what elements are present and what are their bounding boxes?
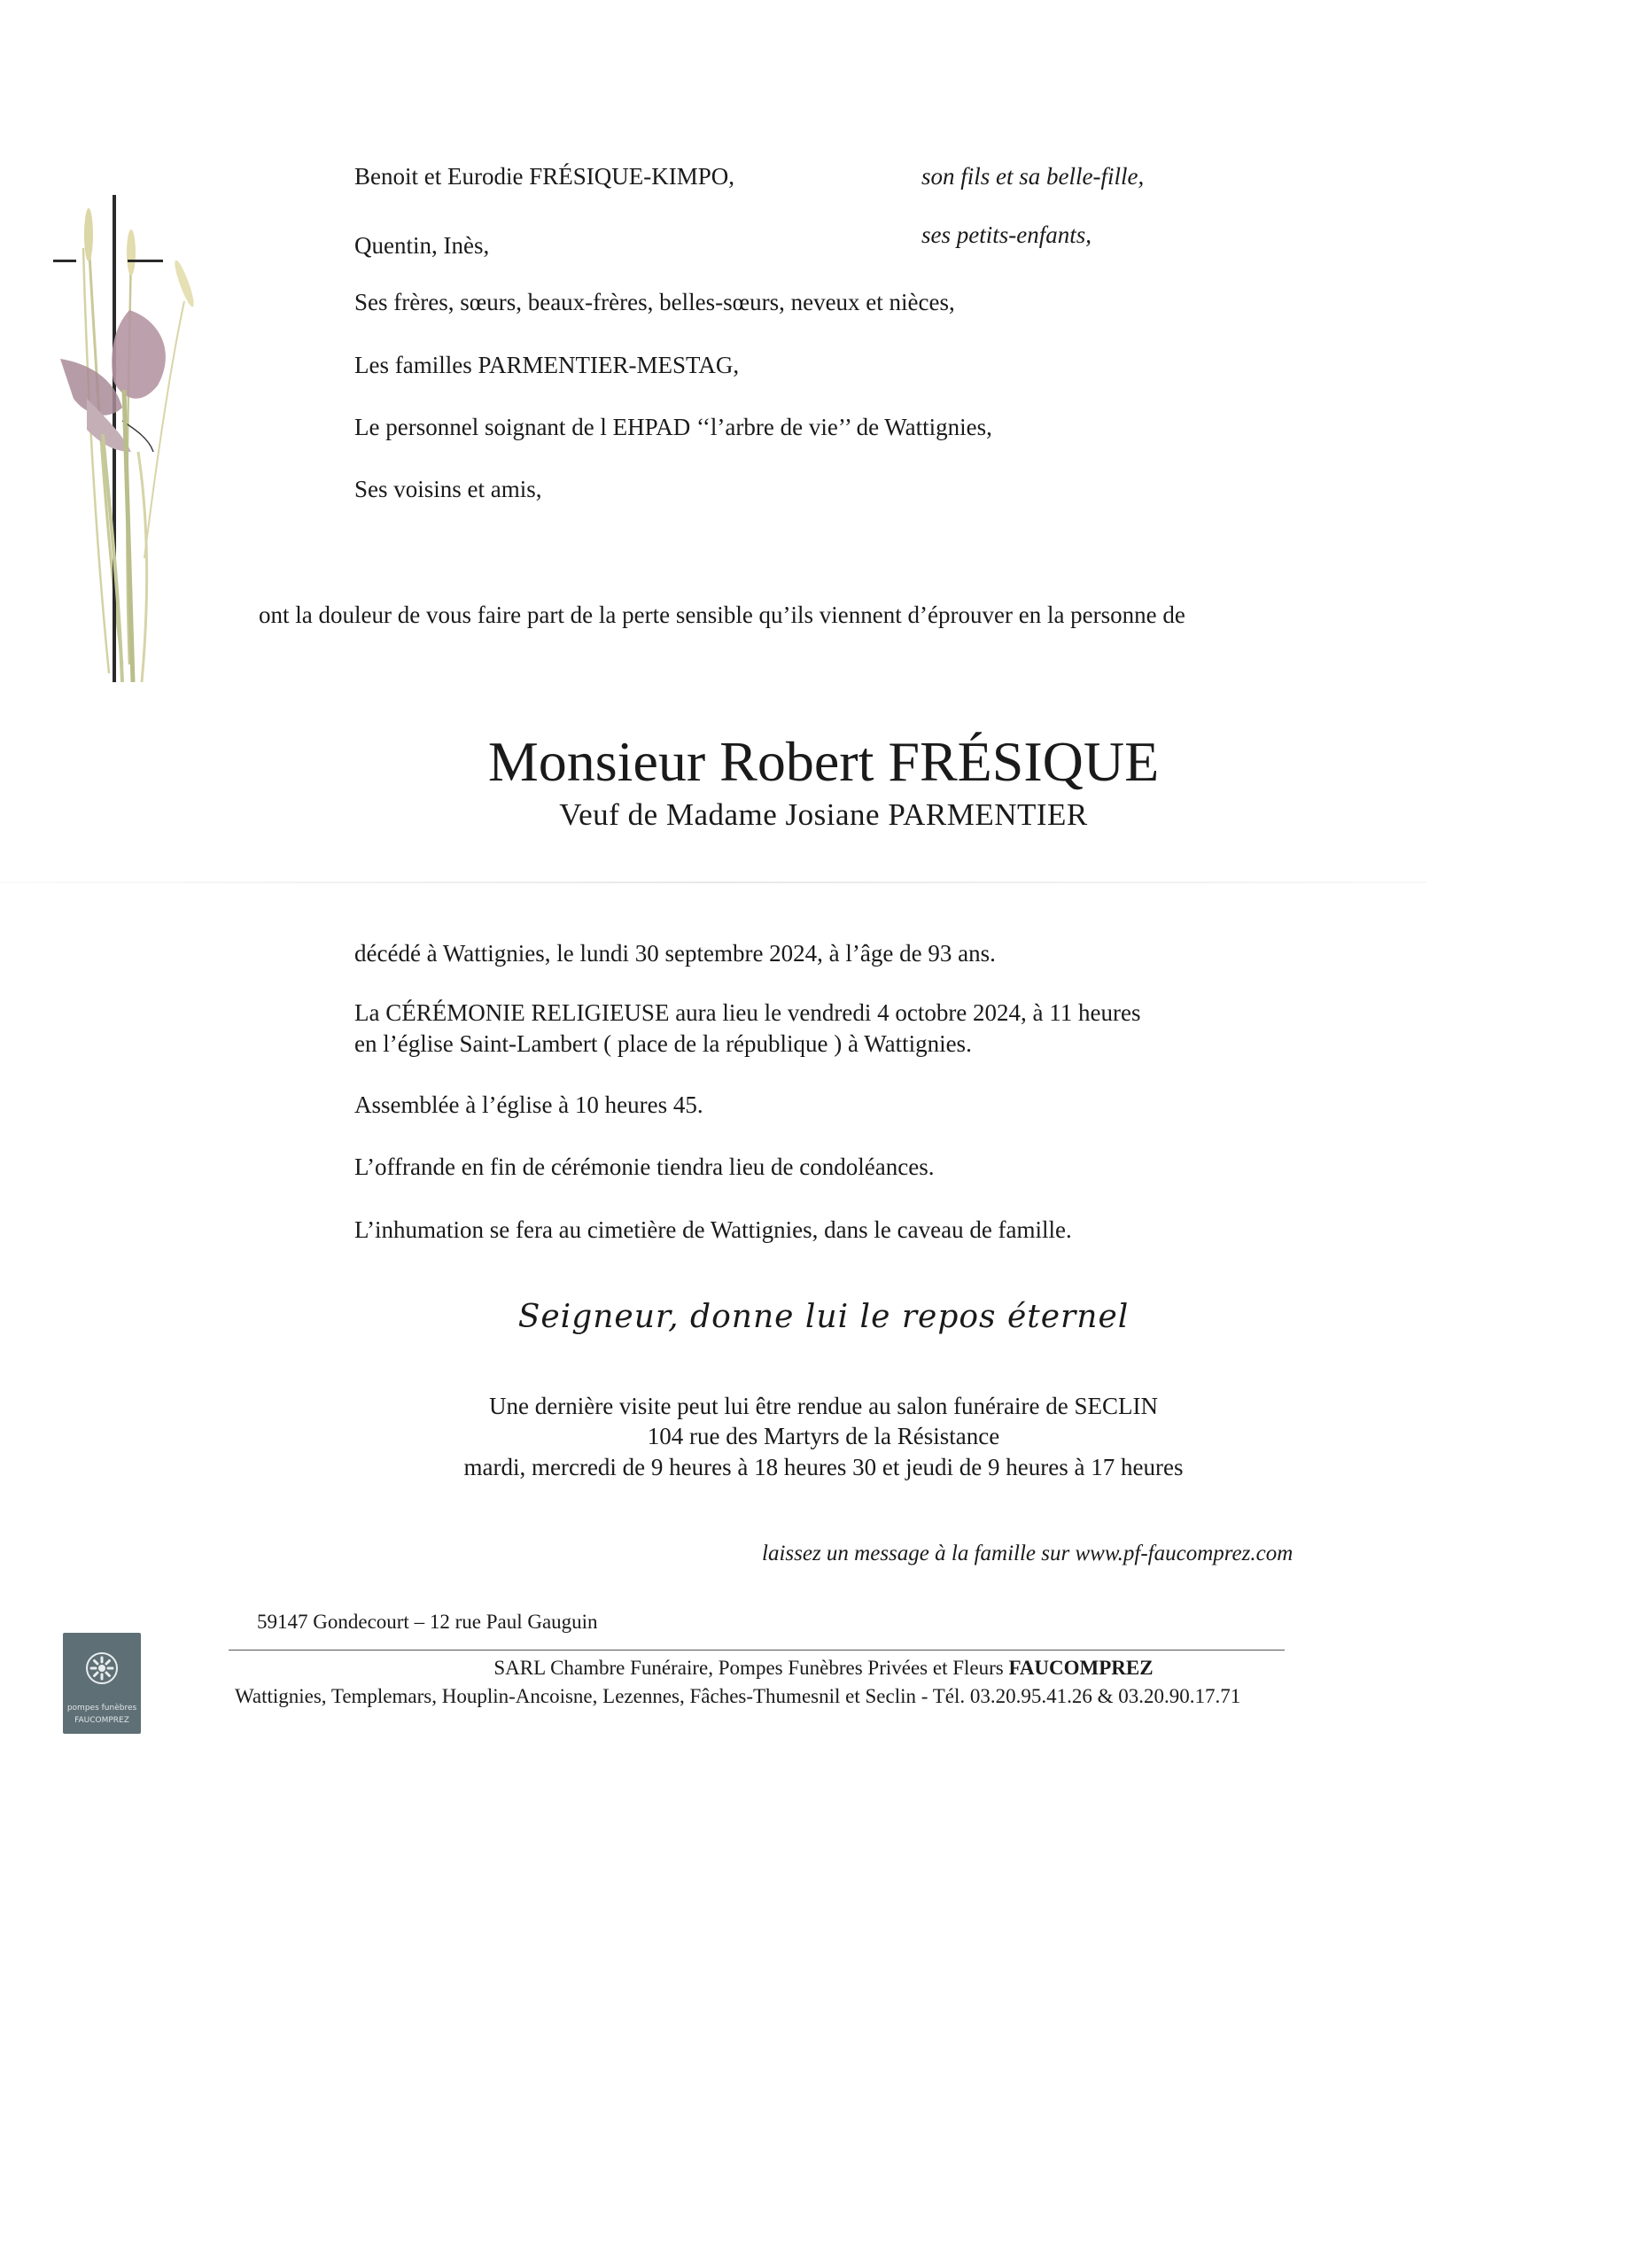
deceased-subtitle: Veuf de Madame Josiane PARMENTIER [559, 797, 1088, 832]
assembly-info: Assemblée à l’église à 10 heures 45. [354, 1091, 703, 1118]
family-relation-grandchildren: ses petits-enfants, [921, 221, 1092, 248]
prayer: Seigneur, donne lui le repos éternel [517, 1299, 1130, 1335]
family-name-grandchildren: Quentin, Inès, [354, 232, 490, 259]
footer-company [0, 1657, 1647, 1680]
fold-line [0, 882, 1426, 883]
burial-info: L’inhumation se fera au cimetière de Wattignies, dans le caveau de famille. [354, 1216, 1072, 1243]
deceased-name: Monsieur Robert FRÉSIQUE [487, 730, 1160, 793]
visit-line2: 104 rue des Martyrs de la Résistance [647, 1423, 1000, 1449]
logo-tagline: pompes funèbres [66, 1704, 137, 1713]
mourner-line: Le personnel soignant de l EHPAD ‘‘l’arbre de vie’’ de Wattignies, [354, 414, 992, 440]
footer-rule [229, 1650, 1285, 1651]
ceremony-line1: La CÉRÉMONIE RELIGIEUSE aura lieu le vendredi 4 octobre 2024, à 11 heures [354, 999, 1141, 1026]
cross-with-lily-and-wheat-icon [25, 186, 202, 682]
mourner-line: Ses frères, sœurs, beaux-frères, belles-sœurs, neveux et nièces, [354, 289, 955, 315]
footer-locations: Wattignies, Templemars, Houplin-Ancoisne, Lezennes, Fâches-Thumesnil et Seclin - Tél. 03.20.95.41.26 & 03.20.90.17.71 [235, 1685, 1241, 1707]
company-description: SARL Chambre Funéraire, Pompes Funèbres Privées et Fleurs [493, 1657, 1009, 1679]
family-name-son: Benoit et Eurodie FRÉSIQUE-KIMPO, [354, 163, 734, 190]
logo-name: FAUCOMPREZ [74, 1716, 129, 1725]
announcement: ont la douleur de vous faire part de la perte sensible qu’ils viennent d’éprouver en la personne de [259, 602, 1185, 628]
family-relation-son: son fils et sa belle-fille, [921, 163, 1145, 190]
death-info: décédé à Wattignies, le lundi 30 septembre 2024, à l’âge de 93 ans. [354, 940, 996, 967]
offering-info: L’offrande en fin de cérémonie tiendra lieu de condoléances. [354, 1153, 935, 1180]
footer-address: 59147 Gondecourt – 12 rue Paul Gauguin [257, 1611, 598, 1633]
mourner-line: Ses voisins et amis, [354, 476, 542, 502]
mourner-line: Les familles PARMENTIER-MESTAG, [354, 352, 740, 378]
company-logo [63, 1633, 141, 1734]
company-name: FAUCOMPREZ [1008, 1657, 1154, 1679]
visit-line3: mardi, mercredi de 9 heures à 18 heures 30 et jeudi de 9 heures à 17 heures [463, 1454, 1184, 1480]
ceremony-line2: en l’église Saint-Lambert ( place de la république ) à Wattignies. [354, 1030, 972, 1057]
message-link[interactable]: laissez un message à la famille sur www.pf-faucomprez.com [762, 1542, 1294, 1565]
visit-line1: Une dernière visite peut lui être rendue au salon funéraire de SECLIN [489, 1393, 1158, 1419]
